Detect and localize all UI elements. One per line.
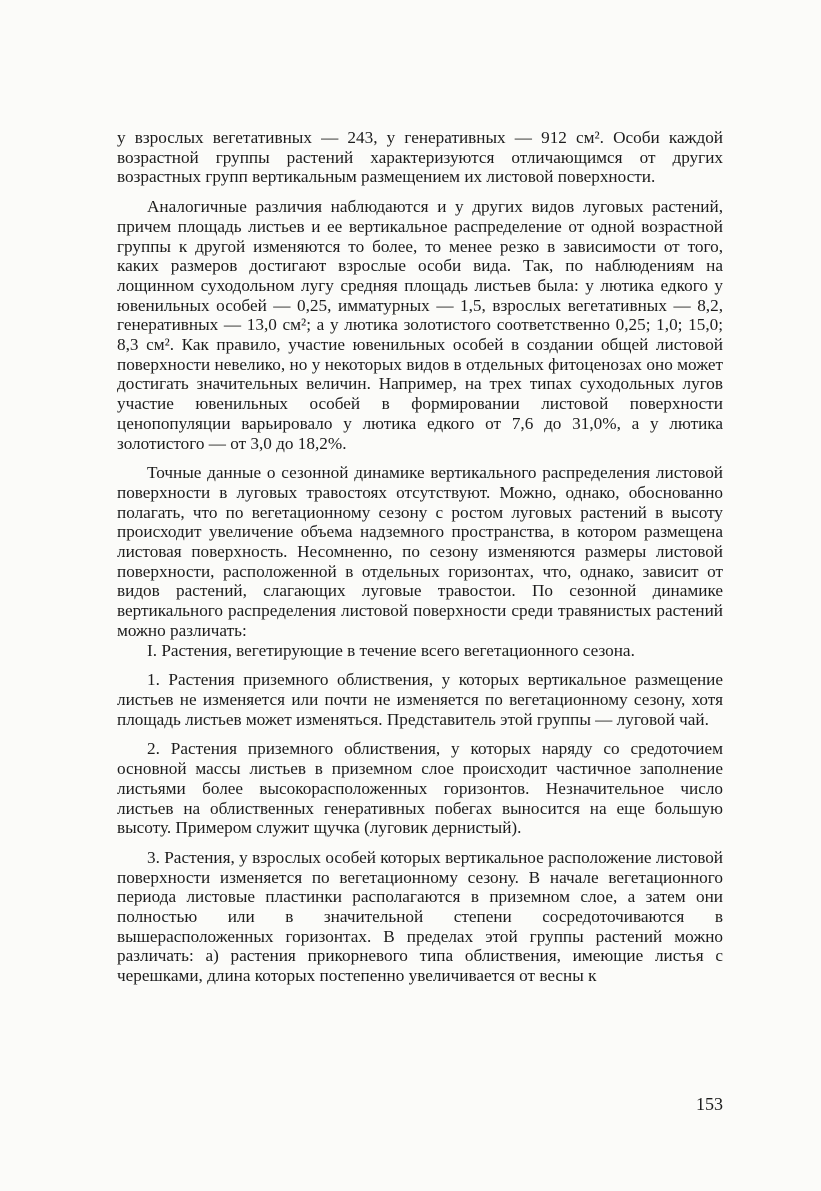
paragraph-group-3: 3. Растения, у взрослых особей которых вертикальное расположение листовой поверхности изменяется по вегетационному сезону. В начале вегетационного периода листовые пластинки располагаются в приземном слое, а затем они полностью или в значительной степени сосредоточиваются в вышерасположенных горизонтах. В пределах этой группы растений можно различать: а) растения прикорневого типа облиствения, имеющие листья с черешками, длина которых постепенно увеличивается от весны к	[117, 847, 723, 986]
paragraph-group-heading: I. Растения, вегетирующие в течение всего вегетационного сезона.	[147, 640, 635, 660]
body-text	[117, 128, 723, 986]
paragraph-continuation: у взрослых вегетативных — 243, у генеративных — 912 см². Особи каждой возрастной группы растений характеризуются отличающимся от других возрастных групп вертикальным размещением их листовой поверхности.	[117, 128, 723, 187]
paragraph-group-2: 2. Растения приземного облиствения, у которых наряду со средоточием основной массы листьев в приземном слое происходит частичное заполнение листьями более высокорасположенных горизонтов. Незначительное число листьев на облиственных генеративных побегах выносится на еще большую высоту. Примером служит щучка (луговик дернистый).	[117, 739, 723, 838]
page-number: 153	[696, 1094, 723, 1114]
paragraph-seasonal-dynamics: Точные данные о сезонной динамике вертикального распределения листовой поверхности в луговых травостоях отсутствуют. Можно, однако, обоснованно полагать, что по вегетационному сезону с ростом луговых растений в высоту происходит увеличение объема надземного пространства, в котором размещена листовая поверхность. Несомненно, по сезону изменяются размеры листовой поверхности, расположенной в отдельных горизонтах, что, однако, зависит от видов растений, слагающих луговые травостои. По сезонной динамике вертикального распределения листовой поверхности среди травянистых растений можно различать:	[117, 463, 723, 640]
paragraph-group-1: 1. Растения приземного облиствения, у которых вертикальное размещение листьев не изменяется или почти не изменяется по вегетационному сезону, хотя площадь листьев может изменяться. Представитель этой группы — луговой чай.	[117, 670, 723, 729]
paragraph-similar-differences: Аналогичные различия наблюдаются и у других видов луговых растений, причем площадь листьев и ее вертикальное распределение от одной возрастной группы к другой изменяются то более, то менее резко в зависимости от того, каких размеров достигают взрослые особи вида. Так, по наблюдениям на лощинном суходольном лугу средняя площадь листьев была: у лютика едкого у ювенильных особей — 0,25, имматурных — 1,5, взрослых вегетативных — 8,2, генеративных — 13,0 см²; а у лютика золотистого соответственно 0,25; 1,0; 15,0; 8,3 см². Как правило, участие ювенильных особей в создании общей листовой поверхности невелико, но у некоторых видов в отдельных фитоценозах оно может достигать значительных величин. Например, на трех типах суходольных лугов участие ювенильных особей в формировании листовой поверхности ценопопуляции варьировало у лютика едкого от 7,6 до 31,0%, а у лютика золотистого — от 3,0 до 18,2%.	[117, 197, 723, 453]
